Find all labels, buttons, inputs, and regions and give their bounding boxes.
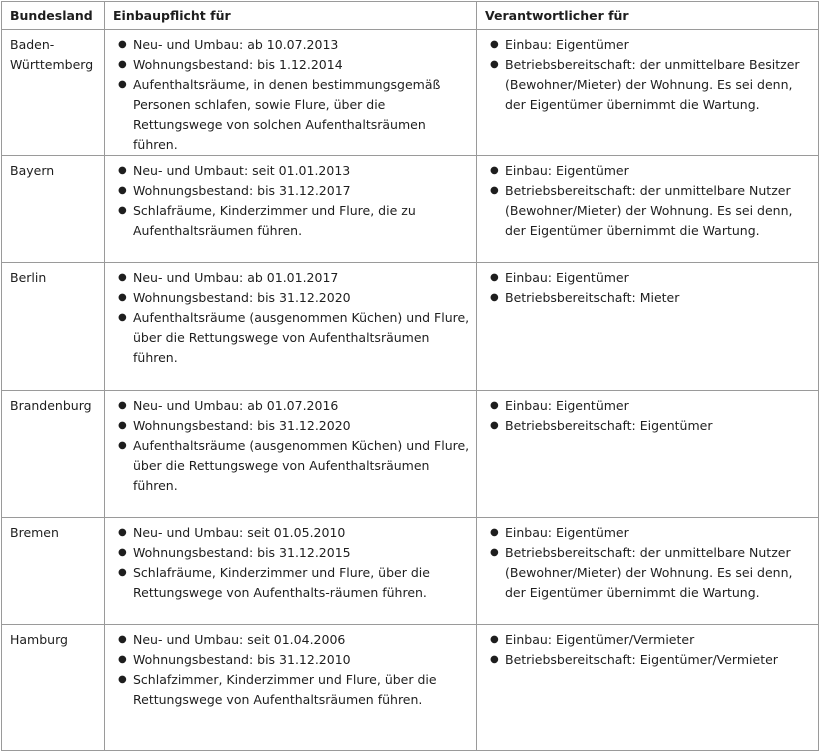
list-item: ● Neu- und Umbau: seit 01.05.2010	[105, 523, 476, 543]
bullet-icon: ●	[490, 634, 499, 645]
bundesland-cell	[2, 263, 105, 391]
bundesland-name: Hamburg	[10, 632, 68, 647]
list-item: ● Neu- und Umbau: ab 01.07.2016	[105, 396, 476, 416]
list-item: ● Betriebsbereitschaft: Mieter	[477, 288, 818, 308]
verantwortlicher-cell	[477, 263, 819, 391]
bullet-icon: ●	[490, 165, 499, 176]
table-row	[2, 30, 819, 156]
einbaupflicht-list	[105, 523, 476, 603]
bullet-icon: ●	[118, 567, 127, 578]
list-item: ● Neu- und Umbaut: seit 01.01.2013	[105, 161, 476, 181]
verantwortlicher-cell	[477, 156, 819, 263]
bullet-icon: ●	[490, 185, 499, 196]
list-item: ● Wohnungsbestand: bis 1.12.2014	[105, 55, 476, 75]
list-item: ● Einbau: Eigentümer	[477, 35, 818, 55]
list-item: ● Betriebsbereitschaft: Eigentümer	[477, 416, 818, 436]
einbaupflicht-list	[105, 630, 476, 710]
header-row	[2, 2, 819, 30]
list-item: ● Neu- und Umbau: seit 01.04.2006	[105, 630, 476, 650]
bullet-icon: ●	[118, 400, 127, 411]
bullet-icon: ●	[490, 547, 499, 558]
einbaupflicht-list	[105, 268, 476, 368]
einbaupflicht-cell	[105, 263, 477, 391]
verantwortlicher-list	[477, 630, 818, 670]
table-row	[2, 518, 819, 625]
bullet-icon: ●	[490, 400, 499, 411]
list-item: ● Wohnungsbestand: bis 31.12.2020	[105, 288, 476, 308]
bullet-icon: ●	[118, 292, 127, 303]
table-row	[2, 156, 819, 263]
bundesland-cell	[2, 30, 105, 156]
list-item: ● Einbau: Eigentümer	[477, 523, 818, 543]
list-item: ● Aufenthaltsräume (ausgenommen Küchen) und Flure, über die Rettungswege von Aufenthaltsräumen führen.	[118, 310, 470, 365]
table-row	[2, 625, 819, 751]
einbaupflicht-list	[105, 161, 476, 241]
bundesland-cell	[2, 391, 105, 518]
bundesland-name: Brandenburg	[10, 398, 92, 413]
list-item: ● Wohnungsbestand: bis 31.12.2017	[105, 181, 476, 201]
list-item: ● Aufenthaltsräume, in denen bestimmungsgemäß Personen schlafen, sowie Flure, über die Rettungswege von solchen Aufenthaltsräumen führen.	[118, 77, 441, 152]
verantwortlicher-list	[477, 523, 818, 603]
verantwortlicher-list	[477, 268, 818, 308]
bullet-icon: ●	[118, 674, 127, 685]
bullet-icon: ●	[118, 527, 127, 538]
list-item: ● Betriebsbereitschaft: der unmittelbare Nutzer (Bewohner/Mieter) der Wohnung. Es sei denn, der Eigentümer übernimmt die Wartung.	[490, 545, 793, 600]
bundesland-name: Bremen	[10, 525, 59, 540]
list-item: ● Wohnungsbestand: bis 31.12.2010	[105, 650, 476, 670]
einbaupflicht-list	[105, 35, 476, 155]
bundesland-cell	[2, 518, 105, 625]
bullet-icon: ●	[118, 634, 127, 645]
bullet-icon: ●	[490, 272, 499, 283]
bullet-icon: ●	[118, 39, 127, 50]
list-item: ● Einbau: Eigentümer	[477, 161, 818, 181]
einbaupflicht-cell	[105, 156, 477, 263]
bullet-icon: ●	[118, 547, 127, 558]
bundesland-cell	[2, 625, 105, 751]
verantwortlicher-cell	[477, 391, 819, 518]
header-verantwortlicher: Verantwortlicher für	[477, 2, 819, 30]
list-item: ● Betriebsbereitschaft: der unmittelbare Nutzer (Bewohner/Mieter) der Wohnung. Es sei denn, der Eigentümer übernimmt die Wartung.	[490, 183, 793, 238]
list-item: ● Wohnungsbestand: bis 31.12.2015	[105, 543, 476, 563]
list-item: ● Einbau: Eigentümer	[477, 396, 818, 416]
bullet-icon: ●	[490, 292, 499, 303]
einbaupflicht-cell	[105, 30, 477, 156]
bullet-icon: ●	[118, 420, 127, 431]
einbaupflicht-cell	[105, 518, 477, 625]
list-item: ● Neu- und Umbau: ab 10.07.2013	[105, 35, 476, 55]
bullet-icon: ●	[118, 79, 127, 90]
einbaupflicht-cell	[105, 625, 477, 751]
list-item: ● Neu- und Umbau: ab 01.01.2017	[105, 268, 476, 288]
table-row	[2, 391, 819, 518]
bullet-icon: ●	[490, 39, 499, 50]
list-item: ● Betriebsbereitschaft: Eigentümer/Vermieter	[477, 650, 818, 670]
list-item: ● Schlafzimmer, Kinderzimmer und Flure, über die Rettungswege von Aufenthaltsräumen führen.	[118, 672, 437, 707]
bullet-icon: ●	[118, 59, 127, 70]
bullet-icon: ●	[118, 272, 127, 283]
list-item: ● Einbau: Eigentümer	[477, 268, 818, 288]
bullet-icon: ●	[118, 165, 127, 176]
bullet-icon: ●	[490, 527, 499, 538]
list-item: ● Wohnungsbestand: bis 31.12.2020	[105, 416, 476, 436]
bundesland-name: Baden- Württemberg	[10, 37, 94, 72]
bundesland-name: Bayern	[10, 163, 55, 178]
list-item: ● Aufenthaltsräume (ausgenommen Küchen) und Flure, über die Rettungswege von Aufenthaltsräumen führen.	[118, 438, 470, 493]
bullet-icon: ●	[118, 185, 127, 196]
bullet-icon: ●	[490, 654, 499, 665]
verantwortlicher-list	[477, 396, 818, 436]
list-item: ● Schlafräume, Kinderzimmer und Flure, über die Rettungswege von Aufenthalts-räumen führen.	[118, 565, 430, 600]
list-item: ● Einbau: Eigentümer/Vermieter	[477, 630, 818, 650]
bullet-icon: ●	[118, 654, 127, 665]
bullet-icon: ●	[118, 205, 127, 216]
bullet-icon: ●	[490, 59, 499, 70]
list-item: ● Betriebsbereitschaft: der unmittelbare Besitzer (Bewohner/Mieter) der Wohnung. Es sei denn, der Eigentümer übernimmt die Wartung.	[490, 57, 800, 112]
header-einbaupflicht: Einbaupflicht für	[105, 2, 477, 30]
einbaupflicht-cell	[105, 391, 477, 518]
table-row	[2, 263, 819, 391]
einbaupflicht-list	[105, 396, 476, 496]
bullet-icon: ●	[118, 312, 127, 323]
verantwortlicher-cell	[477, 625, 819, 751]
list-item: ● Schlafräume, Kinderzimmer und Flure, die zu Aufenthaltsräumen führen.	[118, 203, 416, 238]
verantwortlicher-list	[477, 161, 818, 241]
bullet-icon: ●	[490, 420, 499, 431]
verantwortlicher-cell	[477, 518, 819, 625]
bundesland-name: Berlin	[10, 270, 47, 285]
bundesland-cell	[2, 156, 105, 263]
rauchmelder-table	[1, 1, 819, 751]
verantwortlicher-cell	[477, 30, 819, 156]
bullet-icon: ●	[118, 440, 127, 451]
verantwortlicher-list	[477, 35, 818, 115]
header-bundesland: Bundesland	[2, 2, 105, 30]
